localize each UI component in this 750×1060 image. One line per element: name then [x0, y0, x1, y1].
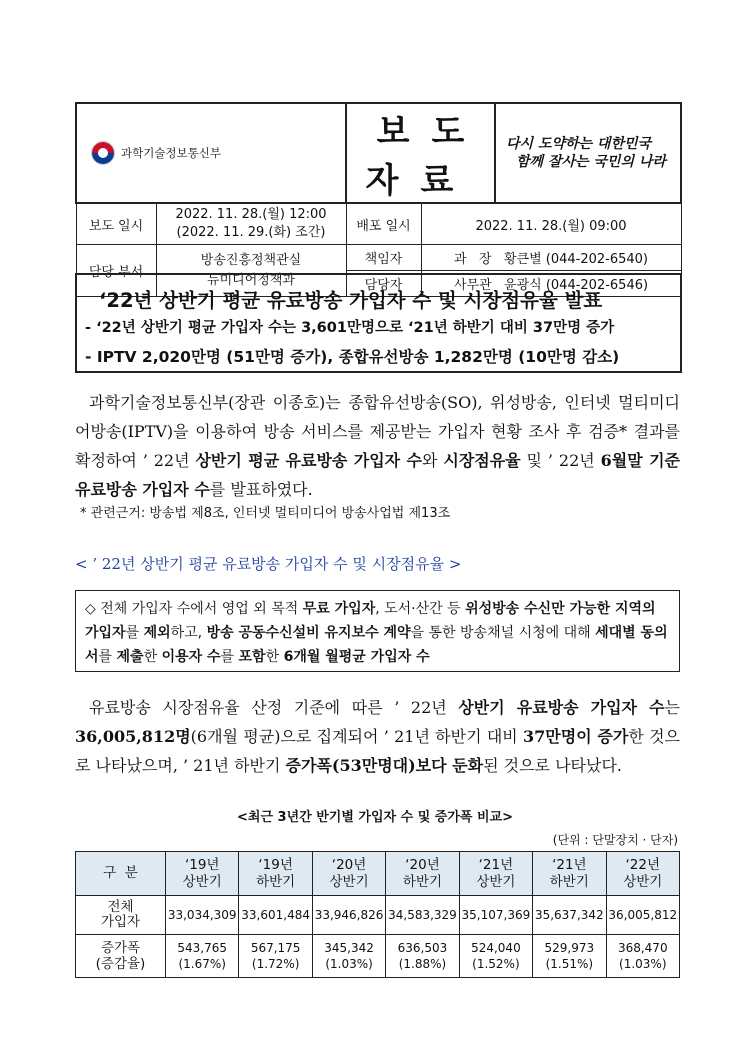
headline-subtitle-1: - ‘22년 상반기 평균 가입자 수는 3,601만명으로 ‘21년 하반기 대비 37만명 증가: [85, 320, 615, 336]
cell-percent: (1.03%): [325, 957, 373, 971]
def-emphasis: 포함: [238, 649, 266, 665]
slogan-line-2: 함께 잘사는 국민의 나라: [516, 154, 666, 170]
slogan-line-1: 다시 도약하는 대한민국: [506, 136, 652, 152]
press-title-cell: [346, 103, 495, 203]
row-label-line: 증가폭: [100, 940, 141, 956]
column-header: [459, 852, 532, 896]
column-header: [312, 852, 385, 896]
column-header: [533, 852, 606, 896]
table-cell: [533, 935, 606, 978]
column-year: ‘22년: [625, 856, 661, 873]
cell-value: 368,470: [617, 941, 668, 955]
table-cell: [166, 935, 239, 978]
intro-paragraph: [75, 388, 680, 504]
result-emphasis: 36,005,812명: [75, 727, 191, 746]
column-half: 하반기: [549, 873, 589, 890]
slogan: [496, 135, 680, 171]
definition-box: [75, 590, 680, 672]
result-text: 는: [664, 698, 680, 717]
table-caption: <최근 3년간 반기별 가입자 수 및 증가폭 비교>: [237, 810, 513, 825]
press-header-table: [75, 102, 682, 297]
def-emphasis: 이용자 수: [161, 649, 221, 665]
result-paragraph: [75, 693, 680, 780]
legal-basis-note: * 관련근거: 방송법 제8조, 인터넷 멀티미디어 방송사업법 제13조: [80, 506, 451, 521]
result-text: 한 것으로 나타났으며, ’ 21년 하반기: [75, 727, 680, 775]
column-half: 하반기: [402, 873, 443, 890]
row-label-increase: [76, 935, 166, 978]
def-emphasis: 방송 공동수신설비 유지보수 계약: [206, 625, 411, 641]
result-text: 된 것으로 나타났다.: [483, 756, 622, 775]
row-label-total: [76, 896, 166, 935]
row-label-line: 전체: [107, 899, 134, 915]
table-cell: [386, 935, 459, 978]
def-text: ◇ 전체 가입자 수에서 영업 외 목적: [85, 601, 303, 617]
subscriber-table: [75, 851, 680, 978]
headline-box: [75, 273, 682, 373]
def-text: 한: [143, 649, 162, 665]
table-header-row: [76, 852, 680, 896]
column-year: ‘21년: [478, 856, 514, 873]
cell-percent: (1.03%): [619, 957, 667, 971]
column-year: ‘19년: [184, 856, 220, 873]
result-text: (6개월 평균)으로 집계되어 ’ 21년 하반기 대비: [190, 727, 524, 746]
def-emphasis: 제출: [116, 649, 144, 665]
def-text: 하고,: [170, 625, 207, 641]
def-text: 를: [220, 649, 239, 665]
table-cell: [312, 935, 385, 978]
row-label-line: 가입자: [100, 914, 141, 930]
table-row: [76, 935, 680, 978]
table-corner-header: 구 분: [76, 852, 166, 896]
table-cell: 33,601,484: [239, 896, 312, 935]
def-text: 한: [265, 649, 284, 665]
column-header: [166, 852, 239, 896]
slogan-cell: [495, 103, 681, 203]
result-emphasis: 증가폭(53만명대)보다 둔화: [285, 756, 484, 775]
column-half: 상반기: [623, 873, 663, 890]
column-header: [239, 852, 312, 896]
def-text: 을 통한 방송채널 시청에 대해: [410, 625, 596, 641]
definition-text: [85, 597, 670, 669]
def-text: , 도서·산간 등: [375, 601, 466, 617]
agency-name: 과학기술정보통신부: [121, 146, 221, 160]
def-emphasis: 위성방송 수신만 가능한 지역의 가입자: [85, 601, 656, 641]
cell-value: 636,503: [397, 941, 448, 955]
column-header: [606, 852, 679, 896]
def-emphasis: 무료 가입자: [302, 601, 376, 617]
intro-emphasis: 상반기 평균 유료방송 가입자 수: [195, 451, 422, 470]
def-text: 를: [98, 649, 117, 665]
press-title: 보도자료: [365, 112, 487, 201]
cell-value: 543,765: [177, 941, 228, 955]
column-half: 상반기: [476, 873, 516, 890]
cell-percent: (1.52%): [472, 957, 520, 971]
row-label-line: (증감율): [95, 956, 146, 972]
cell-percent: (1.51%): [545, 957, 594, 971]
dept-line-1: 방송진흥정책관실: [200, 252, 302, 268]
cell-value: 567,175: [250, 941, 301, 955]
section-heading: < ’ 22년 상반기 평균 유료방송 가입자 수 및 시장점유율 >: [75, 555, 462, 573]
column-half: 상반기: [329, 873, 369, 890]
report-date-value: [156, 203, 346, 245]
intro-emphasis: 시장점유율: [443, 451, 521, 470]
distribution-date-value: 2022. 11. 28.(월) 09:00: [421, 203, 681, 245]
table-cell: [606, 935, 679, 978]
intro-text: 와: [421, 451, 444, 470]
report-date-line-1: 2022. 11. 28.(월) 12:00: [175, 207, 327, 222]
table-cell: 36,005,812: [606, 896, 679, 935]
column-header: [386, 852, 459, 896]
column-year: ‘21년: [552, 856, 587, 873]
def-text: 를: [125, 625, 144, 641]
government-emblem-icon: [91, 141, 115, 165]
table-cell: 35,107,369: [459, 896, 532, 935]
result-emphasis: 상반기 유료방송 가입자 수: [458, 698, 665, 717]
intro-emphasis: 6월말 기준 유료방송 가입자 수: [75, 451, 681, 499]
intro-text: 과학기술정보통신부(장관 이종호)는 종합유선방송(SO), 위성방송, 인터넷 멀티미디어방송(IPTV)을 이용하여 방송 서비스를 제공받는 가입자 현황 조사 후 검증* 결과를 확정하여 ’ 22년: [75, 393, 680, 470]
cell-percent: (1.67%): [178, 957, 226, 971]
column-year: ‘20년: [405, 856, 440, 873]
cell-value: 524,040: [471, 941, 521, 955]
table-cell: 34,583,329: [386, 896, 459, 935]
contact-value: 사무관 윤광식 (044-202-6546): [421, 271, 681, 297]
table-cell: 33,034,309: [166, 896, 239, 935]
column-half: 하반기: [256, 873, 296, 890]
intro-text: 를 발표하였다.: [209, 480, 313, 499]
contact-label: 담당자: [346, 271, 421, 297]
headline-subtitle-2: - IPTV 2,020만명 (51만명 증가), 종합유선방송 1,282만명 (10만명 감소): [85, 348, 620, 366]
report-date-line-2: (2022. 11. 29.(화) 조간): [176, 225, 326, 240]
column-year: ‘19년: [258, 856, 293, 873]
result-emphasis: 37만명이 증가: [523, 727, 629, 746]
table-unit: (단위 : 단말장치 · 단자): [552, 833, 678, 847]
cell-value: 345,342: [324, 941, 374, 955]
responsible-label: 책임자: [346, 245, 421, 271]
table-cell: [239, 935, 312, 978]
table-cell: [459, 935, 532, 978]
def-emphasis: 세대별 동의서: [85, 625, 668, 665]
responsible-value: 과 장 황큰별 (044-202-6540): [421, 245, 681, 271]
table-row: [76, 896, 680, 935]
def-emphasis: 제외: [143, 625, 171, 641]
column-year: ‘20년: [331, 856, 367, 873]
table-cell: 33,946,826: [312, 896, 385, 935]
report-date-label: 보도 일시: [76, 203, 156, 245]
cell-percent: (1.88%): [398, 957, 447, 971]
distribution-date-label: 배포 일시: [346, 203, 421, 245]
cell-value: 529,973: [544, 941, 595, 955]
headline-title: ‘22년 상반기 평균 유료방송 가입자 수 및 시장점유율 발표: [99, 289, 603, 312]
cell-percent: (1.72%): [251, 957, 300, 971]
agency-cell: [76, 103, 346, 203]
table-cell: 35,637,342: [533, 896, 606, 935]
result-text: 유료방송 시장점유율 산정 기준에 따른 ’ 22년: [89, 698, 459, 717]
intro-text: 및 ’ 22년: [520, 451, 601, 470]
dept-line-2: 뉴미디어정책과: [207, 272, 295, 288]
dept-label: 담당 부서: [76, 245, 156, 297]
column-half: 상반기: [182, 873, 222, 890]
def-emphasis: 6개월 월평균 가입자 수: [283, 649, 430, 665]
